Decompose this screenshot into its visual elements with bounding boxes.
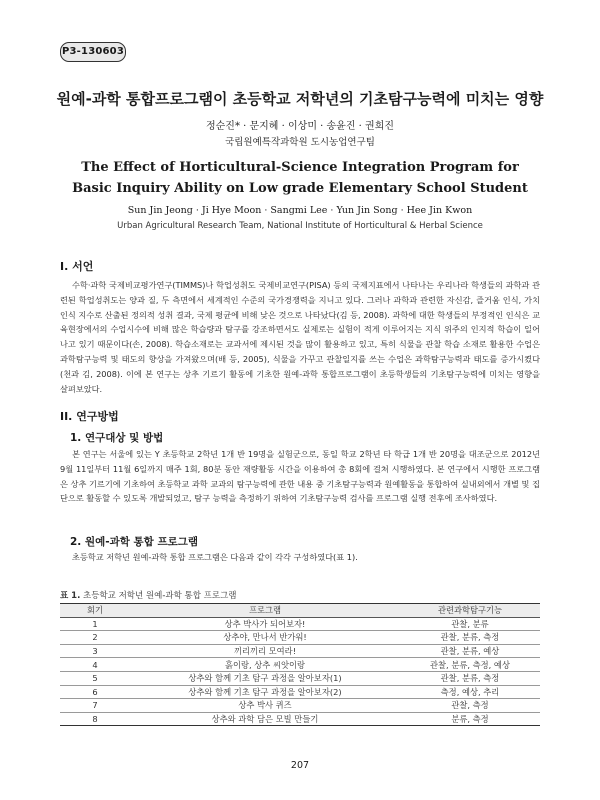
cell-session: 7 bbox=[60, 699, 130, 713]
section-heading-methods: II. 연구방법 bbox=[60, 410, 119, 423]
table-caption-text: 초등학교 저학년 원예-과학 통합 프로그램 bbox=[83, 591, 237, 601]
affiliation-english: Urban Agricultural Research Team, National Institute of Horticultural & Herbal Science bbox=[117, 221, 483, 231]
cell-program: 상추야, 만나서 반가워! bbox=[130, 631, 400, 645]
cell-skills: 관찰, 분류, 측정 bbox=[400, 671, 540, 685]
cell-program: 상추 박사 퀴즈 bbox=[130, 699, 400, 713]
cell-skills: 관찰, 측정 bbox=[400, 699, 540, 713]
table-row bbox=[60, 658, 540, 672]
cell-program: 끼리끼리 모여라! bbox=[130, 644, 400, 658]
cell-program: 상추 박사가 되어보자! bbox=[130, 617, 400, 631]
section-heading-intro: I. 서언 bbox=[60, 260, 94, 273]
subjects-paragraph: 본 연구는 서울에 있는 Y 초등학교 2학년 1개 반 19명을 실험군으로, 동일 학교 2학년 타 학급 1개 반 20명을 대조군으로 2012년 9월 11일부터 11월 6일까지 매주 1회, 80분 동안 재량활동 시간을 이용하여 총 8회에 걸쳐 시행하였다. 본 연구에서 시행한 프로그램은 상추 기르기에 기초하여 초등학교 과학 교과의 탐구능력에 관한 내용 중 기초탐구능력과 원예활동을 통합하여 실내외에서 개별 및 집단으로 활동할 수 있도록 개발되었고, 탐구 능력을 측정하기 위하여 기초탐구능력 검사를 프로그램 실행 전후에 조사하였다. bbox=[60, 449, 540, 504]
header-session: 회기 bbox=[60, 604, 130, 618]
table-header-row bbox=[60, 604, 540, 618]
table-row bbox=[60, 671, 540, 685]
cell-skills: 관찰, 분류 bbox=[400, 617, 540, 631]
cell-skills: 관찰, 분류, 측정 bbox=[400, 631, 540, 645]
table-row bbox=[60, 685, 540, 699]
cell-session: 3 bbox=[60, 644, 130, 658]
header-inquiry-skills: 관련과학탐구기능 bbox=[400, 604, 540, 618]
cell-program: 상추와 함께 기초 탐구 과정을 알아보자(2) bbox=[130, 685, 400, 699]
authors-korean: 정순진* · 문지혜 · 이상미 · 송윤진 · 권희진 bbox=[205, 121, 395, 132]
page-number: 207 bbox=[290, 760, 310, 771]
cell-program: 상추와 과학 담은 모빌 만들기 bbox=[211, 714, 319, 725]
intro-paragraph: 수학·과학 국제비교평가연구(TIMMS)나 학업성취도 국제비교연구(PISA) 등의 국제지표에서 나타나는 우리나라 학생들의 과학과 관련된 학업성취도는 양과 질, 두 측면에서 세계적인 수준의 국가경쟁력을 지니고 있다. 그러나 과학과 관련한 자신감, 즐거움 인식, 가치 인식 지수로 산출된 정의적 성취 결과, 국제 평균에 비해 낮은 것으로 나타났다(김 등, 2008). 과학에 대한 학생들의 부정적인 인식은 교육현장에서의 수업시수에 비해 많은 학습량과 탐구를 강조하면서도 실제로는 실험이 적게 이루어지는 지식 위주의 인지적 학습이 일어나고 있기 때문이다(손, 2008). 학습소재로는 교과서에 제시된 것을 많이 활용하고 있고, 특히 식물을 관찰 학습 소재로 활용한 수업은 과학탐구능력 및 태도의 향상을 가져왔으며(배 등, 2005), 식물을 가꾸고 관찰일지를 쓰는 수업은 과학탐구능력과 태도를 증가시켰다(천과 김, 2008). 이에 본 연구는 상추 기르기 활동에 기초한 원예-과학 통합프로그램이 초등학생들의 기초탐구능력에 미치는 영향을 살펴보았다. bbox=[60, 280, 540, 394]
cell-session: 8 bbox=[92, 714, 98, 725]
cell-session: 5 bbox=[60, 671, 130, 685]
table-row bbox=[60, 699, 540, 713]
table-row bbox=[60, 712, 540, 726]
header-program: 프로그램 bbox=[130, 604, 400, 618]
paper-title-korean: 원예-과학 통합프로그램이 초등학교 저학년의 기초탐구능력에 미치는 영향 bbox=[56, 90, 544, 108]
cell-session: 1 bbox=[60, 617, 130, 631]
table-caption-label: 표 1. bbox=[60, 591, 81, 601]
authors-english: Sun Jin Jeong · Ji Hye Moon · Sangmi Lee · Yun Jin Song · Hee Jin Kwon bbox=[127, 205, 473, 216]
cell-program: 흙이랑, 상추 씨앗이랑 bbox=[130, 658, 400, 672]
table-row bbox=[60, 631, 540, 645]
cell-skills: 측정, 예상, 추리 bbox=[400, 685, 540, 699]
cell-program: 상추와 함께 기초 탐구 과정을 알아보자(1) bbox=[130, 671, 400, 685]
affiliation-korean: 국립원예특작과학원 도시농업연구팀 bbox=[225, 137, 375, 148]
program-paragraph: 초등학교 저학년 원예-과학 통합 프로그램은 다음과 같이 각각 구성하였다(표 1). bbox=[72, 552, 358, 562]
cell-skills: 관찰, 분류, 예상 bbox=[400, 644, 540, 658]
cell-session: 2 bbox=[60, 631, 130, 645]
subsection-heading-subjects: 1. 연구대상 및 방법 bbox=[70, 432, 164, 444]
cell-session: 6 bbox=[60, 685, 130, 699]
program-table bbox=[60, 603, 540, 726]
cell-session: 4 bbox=[60, 658, 130, 672]
cell-skills: 관찰, 분류, 측정, 예상 bbox=[400, 658, 540, 672]
table-caption bbox=[60, 589, 237, 601]
cell-skills: 분류, 측정 bbox=[451, 714, 489, 725]
subsection-heading-program: 2. 원예-과학 통합 프로그램 bbox=[70, 536, 199, 548]
table-row bbox=[60, 617, 540, 631]
paper-title-english: The Effect of Horticultural-Science Integration Program for Basic Inquiry Ability on Low grade Elementary School Student bbox=[72, 160, 528, 196]
table-row bbox=[60, 644, 540, 658]
poster-id-badge: P3-130603 bbox=[60, 42, 126, 62]
